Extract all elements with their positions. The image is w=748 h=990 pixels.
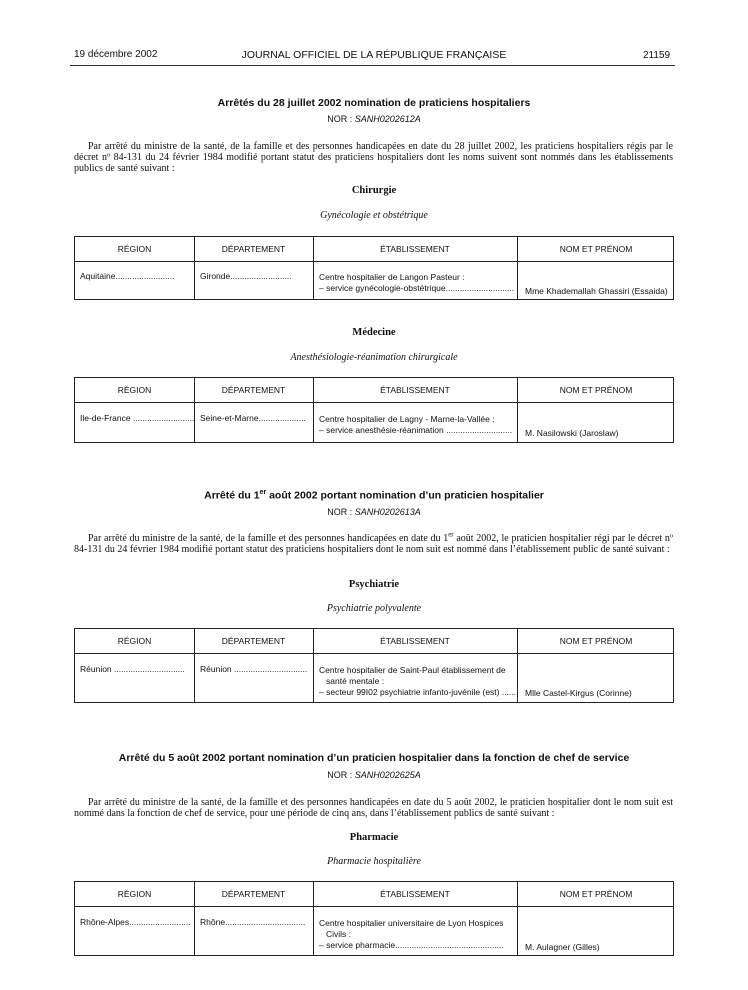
- col-etablissement: ÉTABLISSEMENT: [380, 244, 450, 254]
- cell-nom: M. Nasilowski (Jaroslaw): [525, 428, 619, 438]
- cell-etab-line2: – service anesthésie-réanimation ............................: [319, 425, 513, 435]
- col-region: RÉGION: [117, 244, 152, 254]
- cell-etab-line2: – service gynécologie-obstétrique.............................: [319, 283, 515, 293]
- cell-etab-line1: Centre hospitalier de Saint-Paul établissement de: [319, 665, 506, 675]
- journal-title: JOURNAL OFFICIEL DE LA RÉPUBLIQUE FRANÇAISE: [241, 49, 507, 61]
- cell-departement: Réunion ...............................: [200, 664, 308, 674]
- section-3-title: Arrêté du 5 août 2002 portant nomination d’un praticien hospitalier dans la fonction de chef de service: [118, 752, 630, 764]
- col-region: RÉGION: [117, 636, 152, 646]
- section-1-title: Arrêtés du 28 juillet 2002 nomination de praticiens hospitaliers: [217, 97, 531, 109]
- col-departement: DÉPARTEMENT: [221, 385, 286, 395]
- col-nom: NOM ET PRÉNOM: [559, 636, 633, 646]
- cell-departement: Rhône..................................: [200, 917, 306, 927]
- cell-nom: Mlle Castel-Kirgus (Corinne): [525, 688, 632, 698]
- cell-etab-line3: – service pharmacie..............................................: [319, 940, 504, 950]
- cell-nom: M. Aulagner (Gilles): [525, 942, 600, 952]
- col-region: RÉGION: [117, 889, 152, 899]
- cell-region: Ile-de-France ..........................: [80, 413, 195, 423]
- col-nom: NOM ET PRÉNOM: [559, 385, 633, 395]
- cell-region: Réunion ..............................: [80, 664, 185, 674]
- table-medecine: [74, 377, 674, 443]
- col-etablissement: ÉTABLISSEMENT: [380, 385, 450, 395]
- header-rule: [70, 65, 675, 66]
- subspecialty-gynecologie: Gynécologie et obstétrique: [320, 210, 428, 221]
- col-region: RÉGION: [117, 385, 152, 395]
- specialty-pharmacie: Pharmacie: [349, 832, 399, 843]
- cell-nom: Mme Khademallah Ghassiri (Essaida): [525, 286, 668, 296]
- cell-etab-line3: – secteur 99I02 psychiatrie infanto-juvénile (est) ......: [319, 687, 517, 697]
- section-1-paragraph: Par arrêté du ministre de la santé, de la famille et des personnes handicapées en date du 28 juillet 2002, les praticiens hospitaliers régis par le décret nº 84-131 du 24 février 1984 modifié portant statut des praticiens hospitaliers dont les noms suivent sont nommés dans les établissements publics de santé suivant :: [74, 141, 673, 174]
- table-psychiatrie: [74, 628, 674, 703]
- section-3-nor: NOR : SANH0202625A: [327, 770, 421, 780]
- section-3-paragraph: Par arrêté du ministre de la santé, de la famille et des personnes handicapées en date du 5 août 2002, le praticien hospitalier dont le nom suit est nommé dans la fonction de chef de service, pour une période de cinq ans, dans l’établissement publics de santé suivant :: [74, 797, 673, 819]
- cell-etab-line1: Centre hospitalier de Langon Pasteur :: [319, 272, 465, 282]
- section-2-title: Arrêté du 1er août 2002 portant nomination d’un praticien hospitalier: [204, 489, 544, 502]
- cell-region: Rhône-Alpes..........................: [80, 917, 191, 927]
- col-nom: NOM ET PRÉNOM: [559, 889, 633, 899]
- section-2-nor: NOR : SANH0202613A: [327, 507, 421, 517]
- col-departement: DÉPARTEMENT: [221, 244, 286, 254]
- cell-region: Aquitaine.........................: [80, 271, 175, 281]
- col-nom: NOM ET PRÉNOM: [559, 244, 633, 254]
- cell-etab-line2: Civils :: [326, 929, 352, 939]
- cell-etab-line1: Centre hospitalier de Lagny - Marne-la-Vallée :: [319, 414, 495, 424]
- col-departement: DÉPARTEMENT: [221, 636, 286, 646]
- section-2-paragraph: Par arrêté du ministre de la santé, de la famille et des personnes handicapées en date du 1er août 2002, le praticien hospitalier régi par le décret nº 84-131 du 24 février 1984 modifié portant statut des praticiens hospitaliers dont le nom suit est nommé dans l’établissement public de santé suivant :: [74, 530, 673, 555]
- specialty-chirurgie: Chirurgie: [351, 185, 397, 196]
- col-departement: DÉPARTEMENT: [221, 889, 286, 899]
- table-chirurgie: [74, 236, 674, 300]
- subspecialty-pharmacie-hospitaliere: Pharmacie hospitalière: [327, 856, 421, 867]
- page-number: 21159: [643, 50, 671, 61]
- col-etablissement: ÉTABLISSEMENT: [380, 889, 450, 899]
- subspecialty-anesthesiologie: Anesthésiologie-réanimation chirurgicale: [290, 352, 458, 363]
- header-date: 19 décembre 2002: [74, 49, 158, 60]
- col-etablissement: ÉTABLISSEMENT: [380, 636, 450, 646]
- table-pharmacie: [74, 881, 674, 956]
- cell-etab-line1: Centre hospitalier universitaire de Lyon Hospices: [319, 918, 504, 928]
- specialty-psychiatrie: Psychiatrie: [348, 579, 400, 590]
- cell-departement: Seine-et-Marne....................: [200, 413, 306, 423]
- subspecialty-psychiatrie-polyvalente: Psychiatrie polyvalente: [326, 603, 422, 614]
- cell-departement: Gironde..........................: [200, 271, 292, 281]
- cell-etab-line2: santé mentale :: [326, 676, 385, 686]
- specialty-medecine: Médecine: [352, 327, 396, 338]
- section-1-nor: NOR : SANH0202612A: [327, 114, 421, 124]
